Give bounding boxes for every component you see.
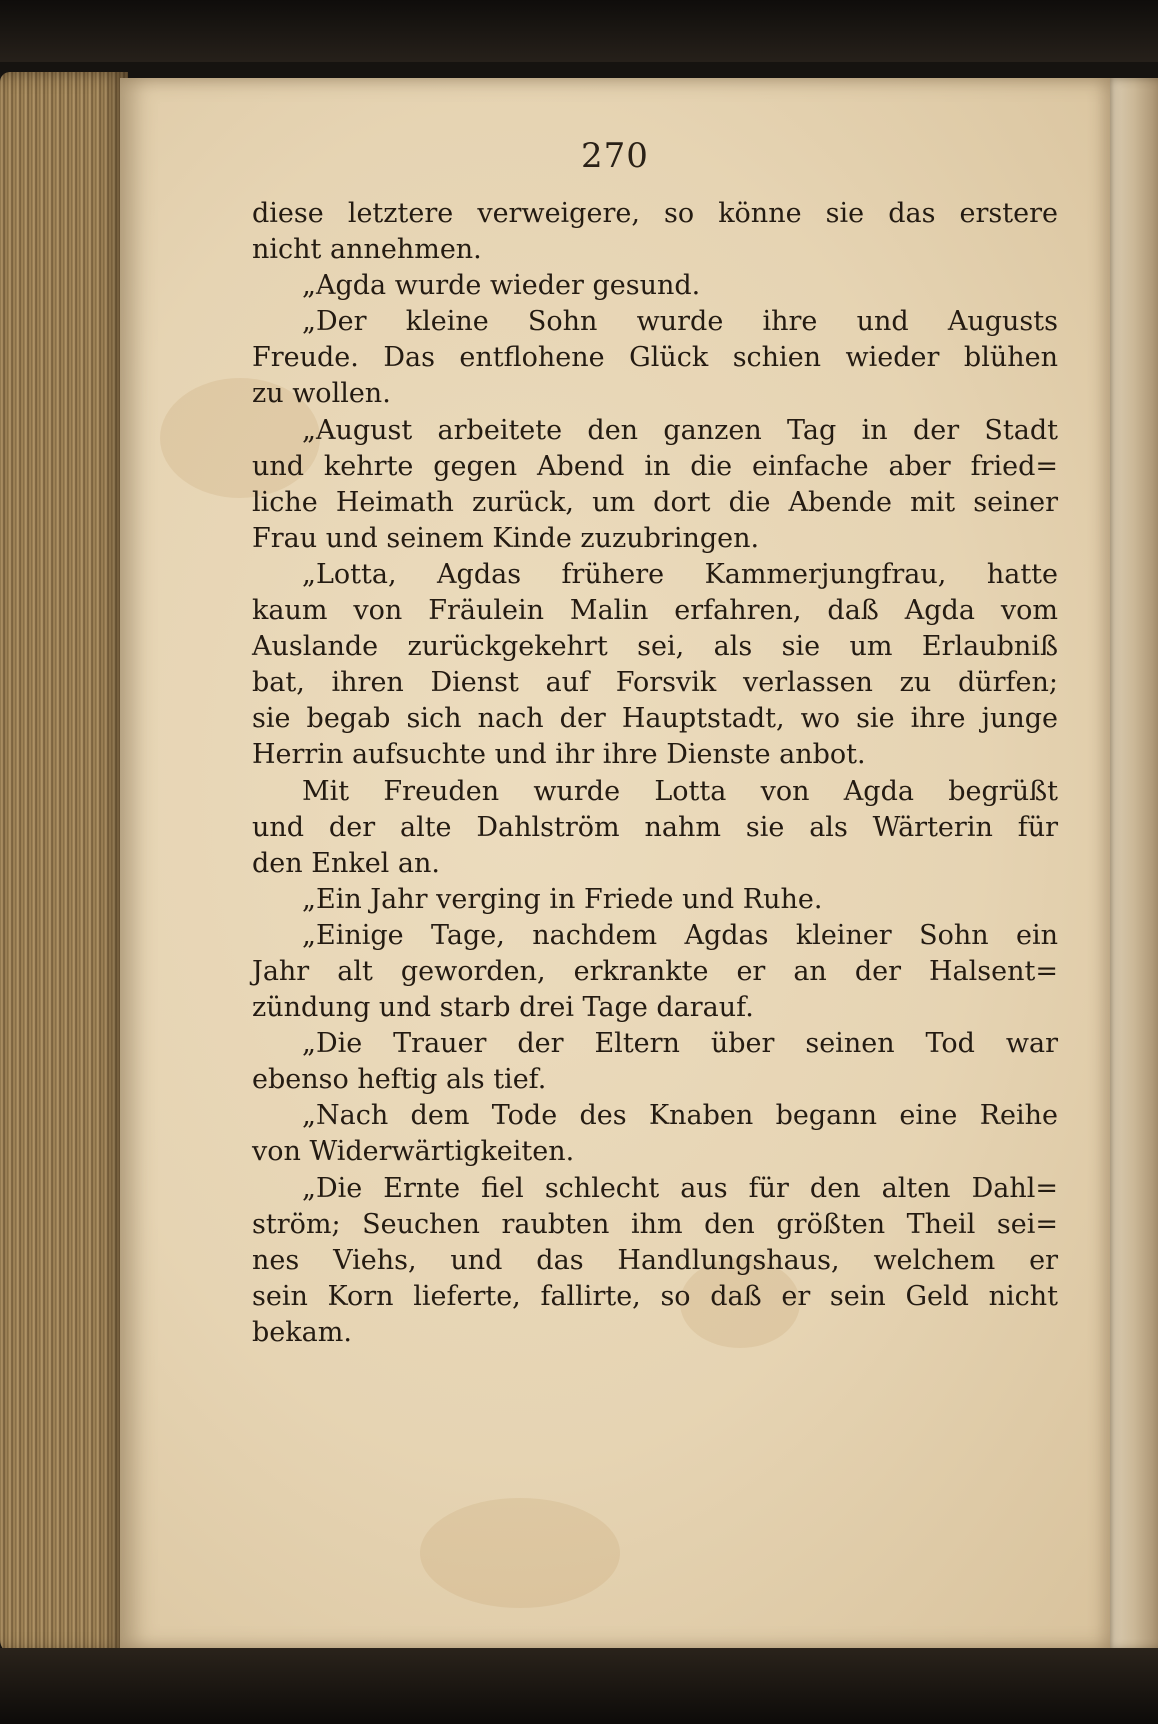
text-line: ebenso heftig als tief.	[252, 1064, 547, 1096]
text-line: „Agda wurde wieder gesund.	[302, 270, 701, 302]
text-line: liche Heimath zurück, um dort die Abende mit seiner	[252, 486, 1058, 518]
scan-background-top	[0, 0, 1158, 62]
text-line: Jahr alt geworden, erkrankte er an der Halsent=	[252, 955, 1058, 987]
scan-background-bottom	[0, 1648, 1158, 1724]
text-line: „August arbeitete den ganzen Tag in der Stadt	[302, 414, 1058, 446]
right-page-edge	[1104, 78, 1158, 1650]
text-line: „Der kleine Sohn wurde ihre und Augusts	[302, 306, 1058, 338]
text-line: Auslande zurückgekehrt sei, als sie um Erlaubniß	[252, 631, 1058, 663]
text-line: sie begab sich nach der Hauptstadt, wo sie ihre junge	[252, 703, 1058, 735]
page-stack-edge	[0, 72, 128, 1654]
text-line: ström; Seuchen raubten ihm den größten Theil sei=	[252, 1208, 1058, 1240]
text-line: „Lotta, Agdas frühere Kammerjungfrau, hatte	[302, 558, 1058, 590]
text-line: Mit Freuden wurde Lotta von Agda begrüßt	[302, 775, 1058, 807]
text-line: Herrin aufsuchte und ihr ihre Dienste anbot.	[252, 739, 866, 771]
page-number: 270	[581, 136, 649, 176]
text-line: nes Viehs, und das Handlungshaus, welchem er	[252, 1244, 1058, 1276]
text-line: „Einige Tage, nachdem Agdas kleiner Sohn ein	[302, 919, 1058, 951]
text-line: „Ein Jahr verging in Friede und Ruhe.	[302, 883, 823, 915]
text-line: und kehrte gegen Abend in die einfache aber fried=	[252, 450, 1058, 482]
text-line: von Widerwärtigkeiten.	[252, 1136, 575, 1168]
text-line: und der alte Dahlström nahm sie als Wärterin für	[252, 811, 1058, 843]
text-line: nicht annehmen.	[252, 234, 482, 266]
text-line: zu wollen.	[252, 378, 391, 410]
text-line: sein Korn lieferte, fallirte, so daß er sein Geld nicht	[252, 1280, 1058, 1312]
text-line: bekam.	[252, 1316, 352, 1348]
body-text	[252, 196, 1058, 1351]
paper-stain	[420, 1498, 620, 1608]
text-line: bat, ihren Dienst auf Forsvik verlassen zu dürfen;	[252, 667, 1058, 699]
text-line: „Die Ernte fiel schlecht aus für den alten Dahl=	[302, 1172, 1058, 1204]
text-line: den Enkel an.	[252, 847, 440, 879]
text-line: zündung und starb drei Tage darauf.	[252, 992, 754, 1024]
text-line: Frau und seinem Kinde zuzubringen.	[252, 522, 760, 554]
text-line: Freude. Das entflohene Glück schien wieder blühen	[252, 342, 1058, 374]
text-line: „Nach dem Tode des Knaben begann eine Reihe	[302, 1100, 1058, 1132]
text-line: diese letztere verweigere, so könne sie das erstere	[252, 198, 1058, 229]
text-line: „Die Trauer der Eltern über seinen Tod war	[302, 1028, 1058, 1060]
text-line: kaum von Fräulein Malin erfahren, daß Agda vom	[252, 595, 1058, 627]
book-page	[120, 78, 1110, 1650]
